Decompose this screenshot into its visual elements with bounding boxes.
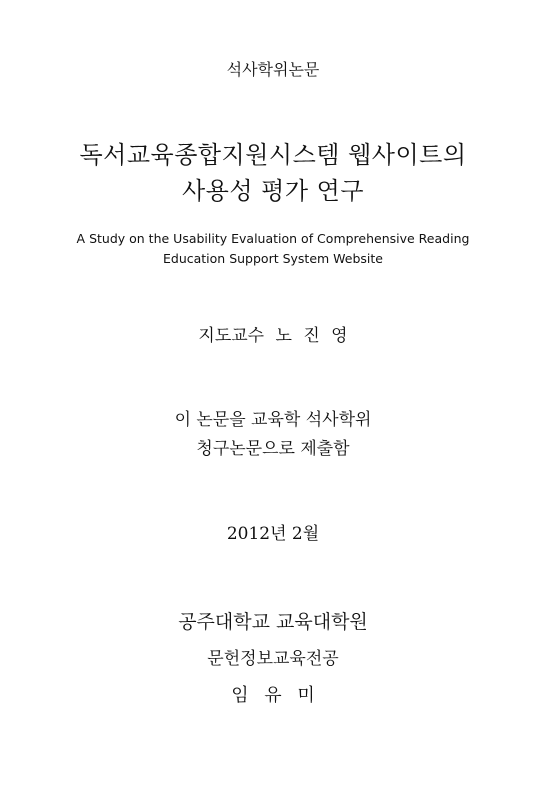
author-name: 임 유 미 [231,685,315,706]
submission-statement-line-1: 이 논문을 교육학 석사학위 [174,410,372,430]
university-name: 공주대학교 교육대학원 [178,611,368,633]
submission-date: 2012년 2월 [226,524,320,544]
submission-statement-line-2: 청구논문으로 제출함 [196,439,350,459]
english-title-line-2: Education Support System Website [162,251,383,266]
major-name: 문헌정보교육전공 [207,649,339,669]
english-title-line-1: A Study on the Usability Evaluation of Comprehensive Reading [76,231,470,246]
advisor-name: 지도교수 노 진 영 [198,326,348,346]
degree-type: 석사학위논문 [226,60,320,79]
korean-title-line-2: 사용성 평가 연구 [181,177,365,205]
korean-title-line-1: 독서교육종합지원시스템 웹사이트의 [79,141,467,169]
